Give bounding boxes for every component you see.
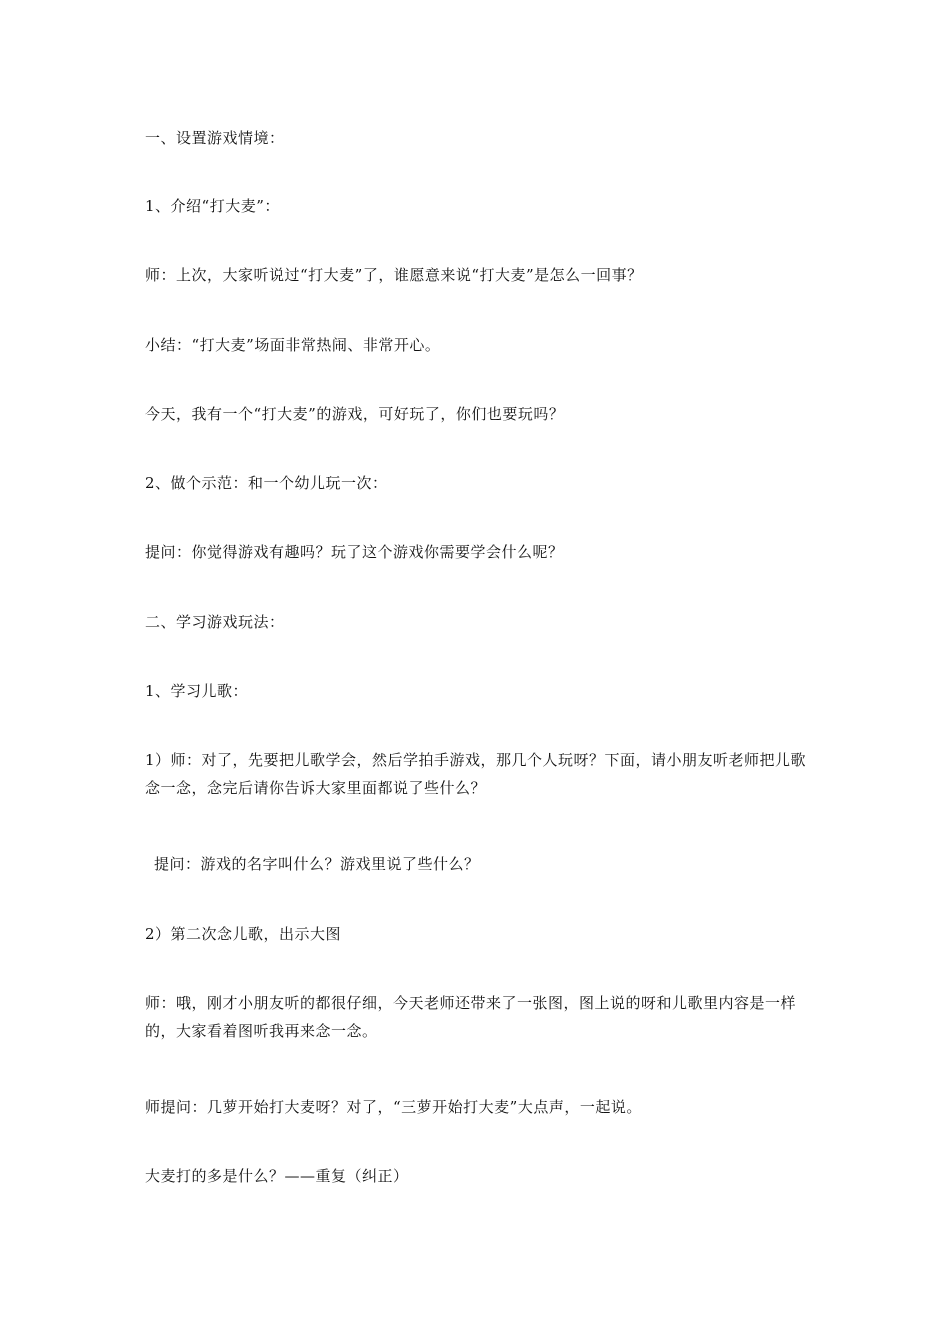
paragraph-show-picture: 师：哦，刚才小朋友听的都很仔细，今天老师还带来了一张图，图上说的呀和儿歌里内容是一样的，大家看着图听我再来念一念。: [145, 994, 797, 1040]
subheading-2-1: 1、学习儿歌：: [145, 682, 249, 700]
paragraph-question: 提问：你觉得游戏有趣吗？玩了这个游戏你需要学会什么呢？: [145, 543, 564, 561]
paragraph-summary: 小结：“打大麦”场面非常热闹、非常开心。: [145, 336, 441, 354]
section-heading-2: 二、学习游戏玩法：: [145, 613, 285, 631]
paragraph-learn-song: 1）师：对了，先要把儿歌学会，然后学拍手游戏，那几个人玩呀？下面，请小朋友听老师把儿歌念一念，念完后请你告诉大家里面都说了些什么？: [145, 751, 807, 797]
subheading-1-2: 2、做个示范：和一个幼儿玩一次：: [145, 474, 388, 492]
paragraph-repeat: 大麦打的多是什么？——重复（纠正）: [145, 1167, 409, 1185]
section-heading-1: 一、设置游戏情境：: [145, 129, 285, 147]
paragraph-today: 今天，我有一个“打大麦”的游戏，可好玩了，你们也要玩吗？: [145, 405, 565, 423]
paragraph-teacher-ask: 师提问：几萝开始打大麦呀？对了，“三萝开始打大麦”大点声，一起说。: [145, 1098, 642, 1116]
paragraph-song-question: 提问：游戏的名字叫什么？游戏里说了些什么？: [154, 855, 480, 873]
subheading-2-2: 2）第二次念儿歌，出示大图: [145, 925, 342, 943]
paragraph-teacher-question: 师：上次，大家听说过“打大麦”了，谁愿意来说“打大麦”是怎么一回事？: [145, 266, 643, 284]
subheading-1-1: 1、介绍“打大麦”：: [145, 197, 280, 215]
